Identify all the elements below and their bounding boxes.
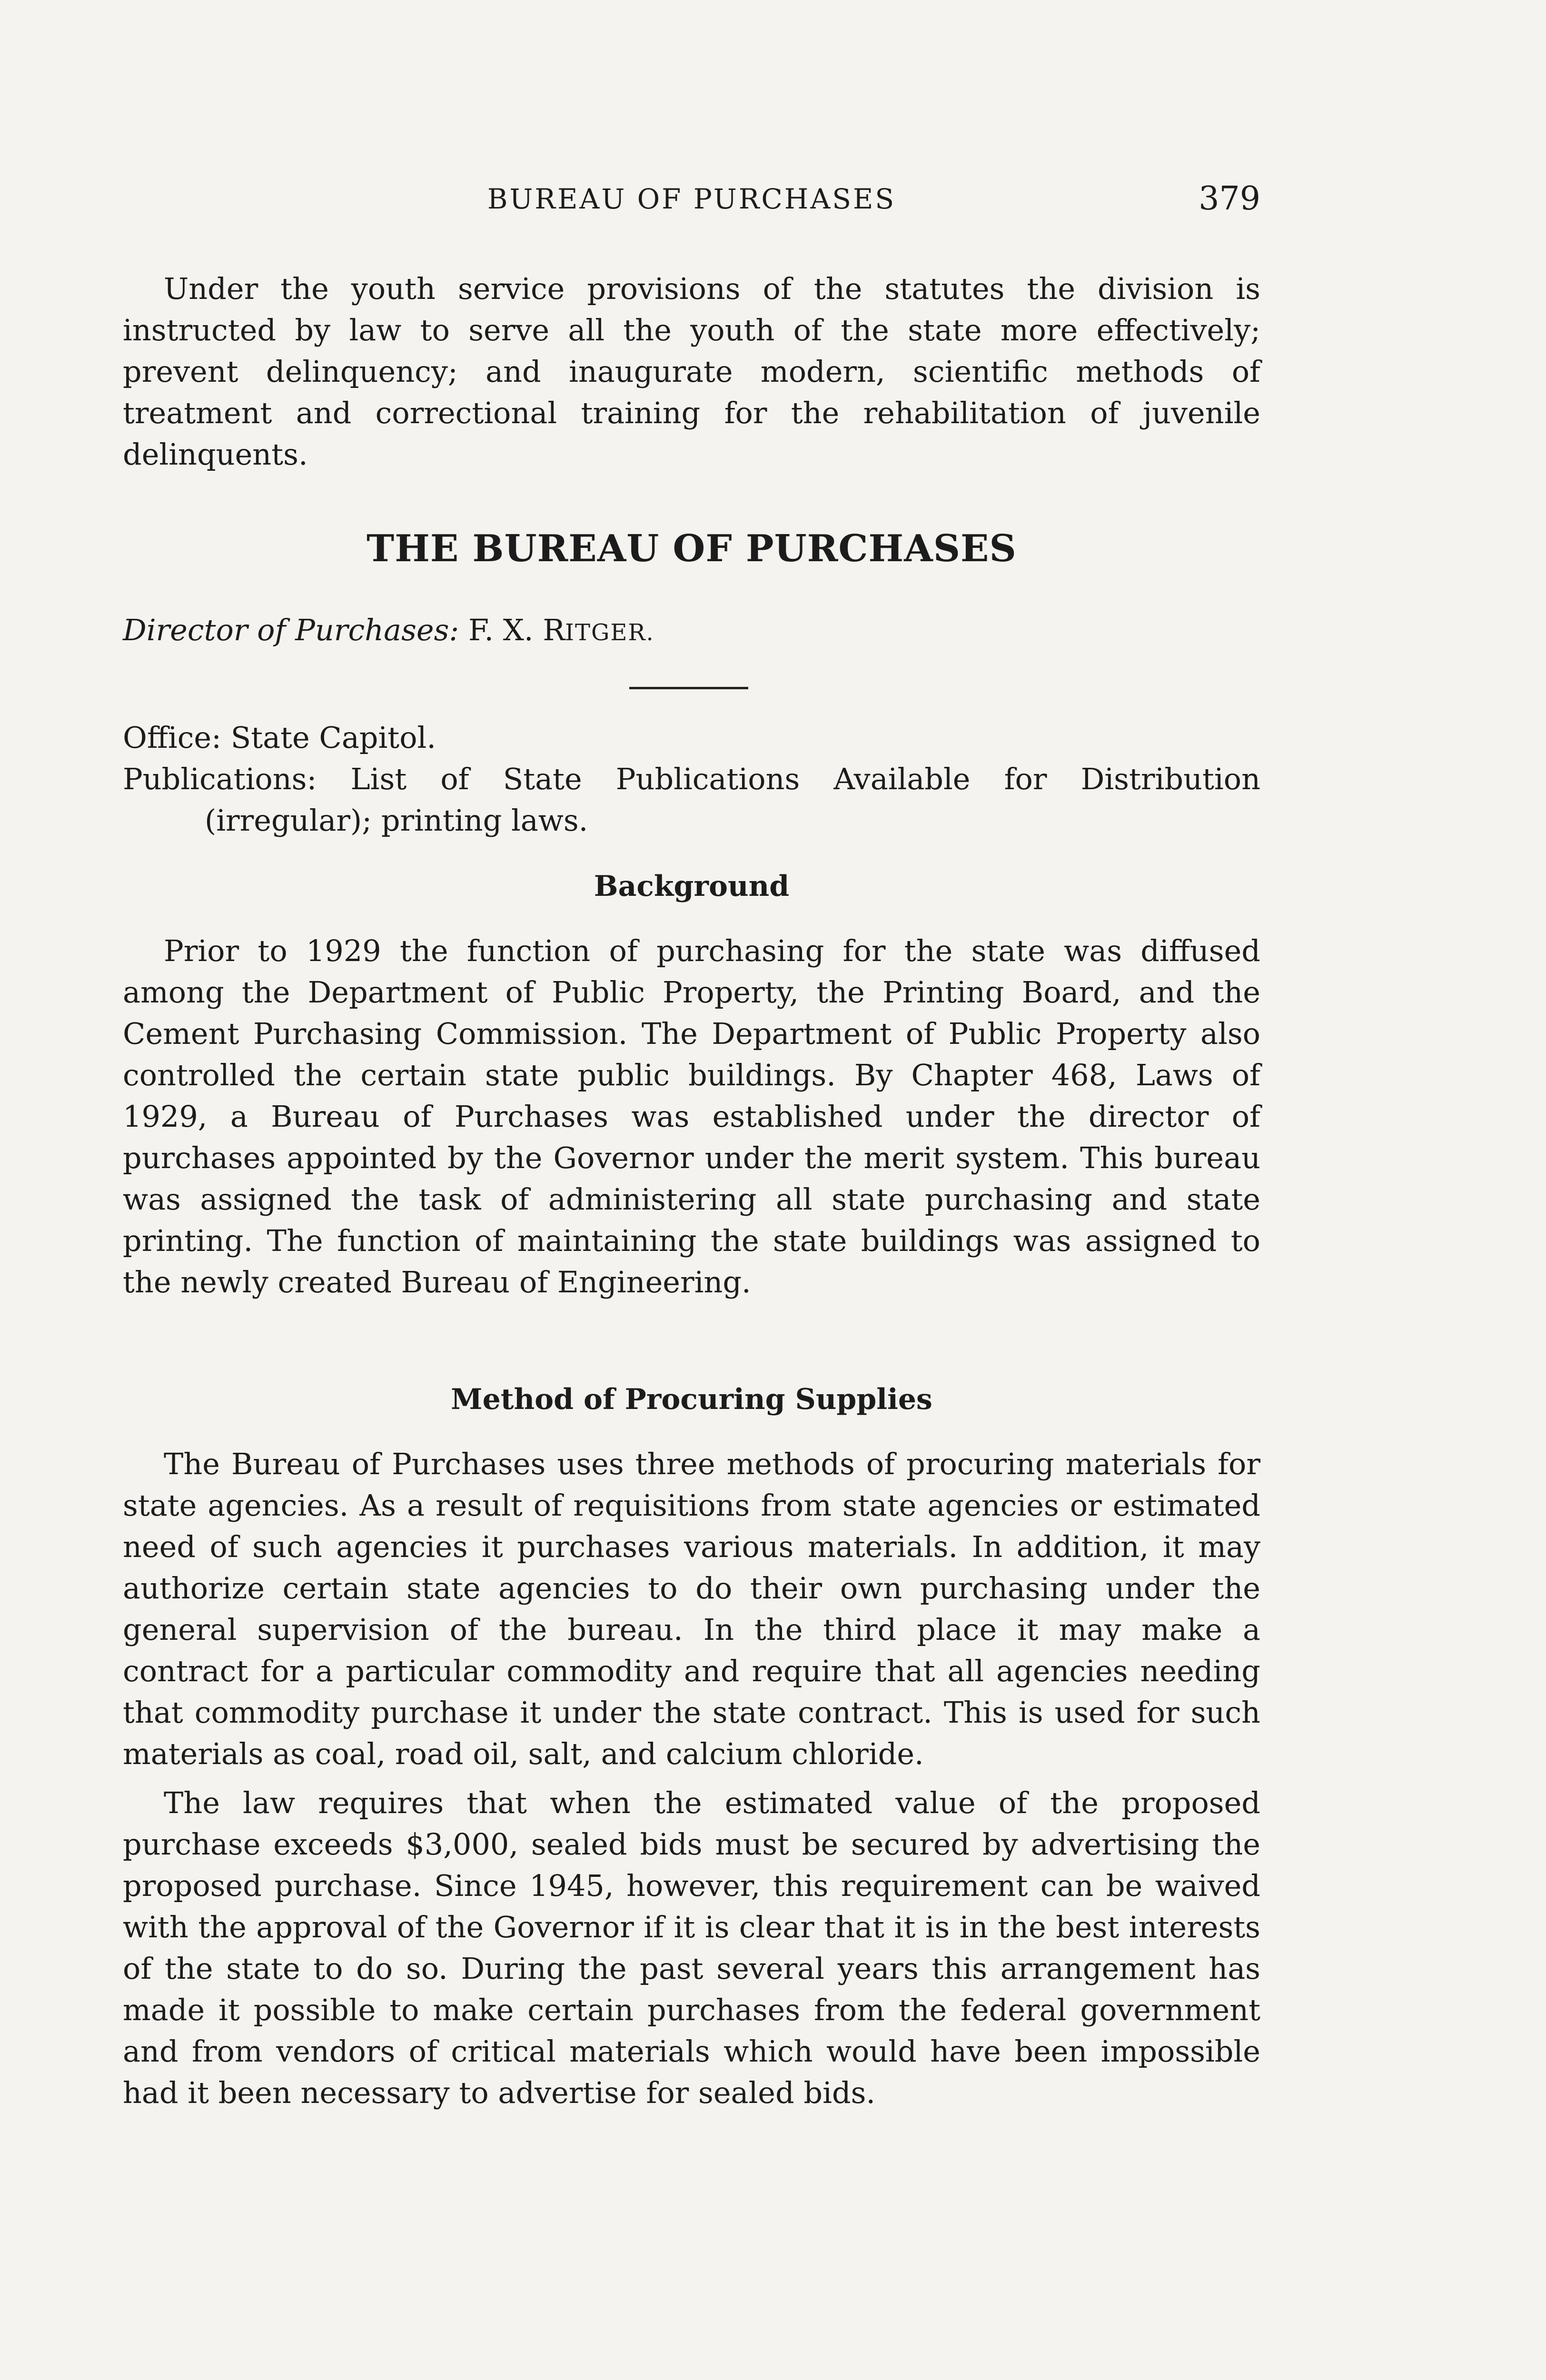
method-block: [123, 1443, 1260, 2113]
background-heading: Background: [594, 870, 790, 903]
director-label: Director of Purchases:: [123, 613, 459, 647]
method-heading: Method of Procuring Supplies: [451, 1383, 932, 1416]
section-title: THE BUREAU OF PURCHASES: [367, 527, 1017, 570]
director-line: [123, 609, 1260, 654]
divider-rule: [629, 687, 748, 689]
intro-block: [123, 268, 1260, 475]
method-paragraph-2: The law requires that when the estimated value of the proposed purchase exceeds $3,000, sealed bids must be secured by advertising the proposed purchase. Since 1945, however, this requirement can be waived with the approval of the Governor if it is clear that it is in the best interests of the state to do so. During the past several years this arrangement has made it possible to make certain purchases from the federal government and from vendors of critical materials which would have been impossible had it been necessary to advertise for sealed bids.: [123, 1785, 1260, 2110]
info-block: [123, 717, 1260, 841]
method-paragraph-1: The Bureau of Purchases uses three methods of procuring materials for state agencies. As a result of requisitions from state agencies or estimated need of such agencies it purchases various materials. In addition, it may authorize certain state agencies to do their own purchasing under the general supervision of the bureau. In the third place it may make a contract for a particular commodity and require that all agencies needing that commodity purchase it under the state contract. This is used for such materials as coal, road oil, salt, and calcium chloride.: [123, 1447, 1260, 1771]
running-title: BUREAU OF PURCHASES: [487, 183, 896, 215]
office-line: Office: State Capitol.: [123, 720, 436, 755]
background-block: [123, 930, 1260, 1303]
running-header: [123, 180, 1260, 218]
background-paragraph: Prior to 1929 the function of purchasing for the state was diffused among the Department of Public Property, the Printing Board, and the Cement Purchasing Commission. The Department of Public Property also controlled the certain state public buildings. By Chapter 468, Laws of 1929, a Bureau of Purchases was established under the director of purchases appointed by the Governor under the merit system. This bureau was assigned the task of administering all state purchasing and state printing. The function of maintaining the state buildings was assigned to the newly created Bureau of Engineering.: [123, 933, 1260, 1299]
director-surname-rest: ITGER.: [565, 619, 654, 646]
publications-line: Publications: List of State Publications Available for Distribution (irregular); printing laws.: [123, 762, 1260, 838]
intro-paragraph: Under the youth service provisions of the statutes the division is instructed by law to serve all the youth of the state more effectively; prevent delinquency; and inaugurate modern, scientific methods of treatment and correctional training for the rehabilitation of juvenile delinquents.: [123, 271, 1260, 472]
director-initials: F. X. R: [468, 613, 565, 647]
page-number: 379: [1199, 180, 1260, 218]
